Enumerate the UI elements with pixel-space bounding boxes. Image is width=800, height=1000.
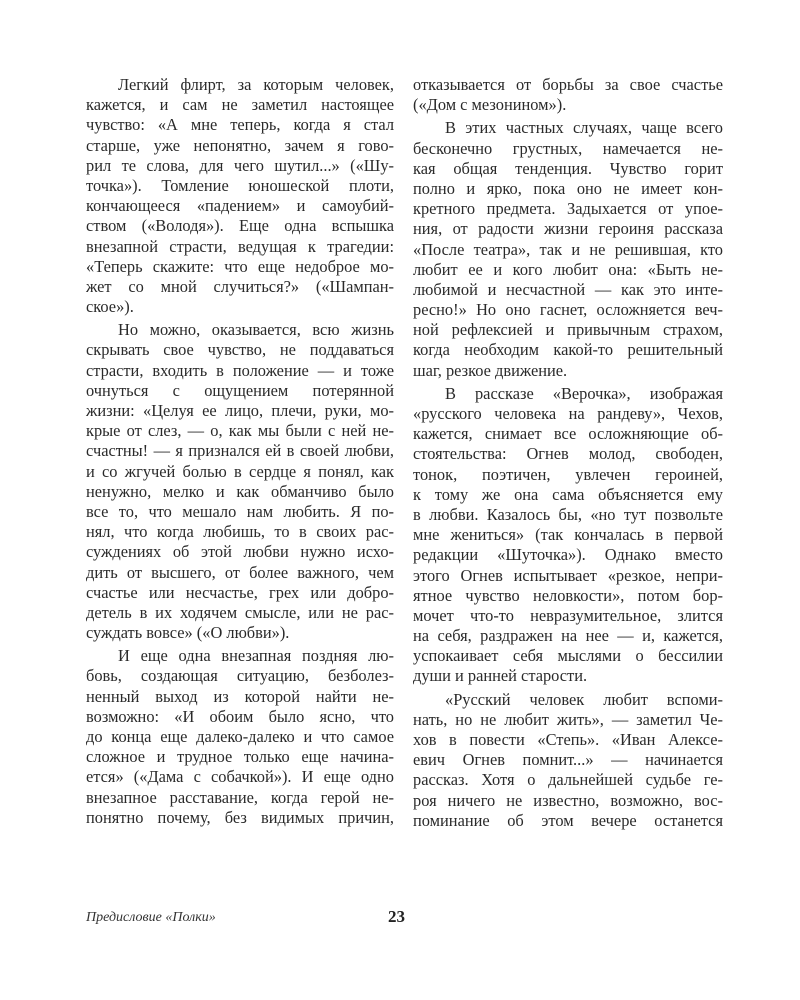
text-line: поминание об этом вечере останется [413, 810, 723, 830]
text-line: рил те слова, для чего шутил...» («Шу- [86, 155, 394, 175]
text-line: В рассказе «Верочка», изображая [445, 383, 723, 403]
text-line: все то, что мешало нам любить. Я по- [86, 501, 394, 521]
text-line: суждать вовсе» («О любви»). [86, 623, 290, 643]
text-line: нать, но не любит жить», — заметил Че- [413, 709, 723, 729]
text-line: кретного предмета. Задыхается от упое- [413, 199, 723, 219]
left-column [86, 75, 394, 831]
text-line: нял, что когда любишь, то в своих рас- [86, 522, 394, 542]
text-line: сложное и трудное только еще начина- [86, 747, 394, 767]
text-line: когда необходим какой-то решительный [413, 340, 723, 360]
text-line: редакции «Шуточка»). Однако вместо [413, 545, 723, 565]
text-line: ненный выход из которой найти не- [86, 686, 394, 706]
text-line: ством («Володя»). Еще одна вспышка [86, 216, 394, 236]
text-line: в любви. Казалось бы, «но тут позвольте [413, 504, 723, 524]
text-line: жет со мной случиться?» («Шампан- [86, 276, 394, 296]
text-line: этого Огнев испытывает «резкое, непри- [413, 565, 723, 585]
text-line: стоятельства: Огнев молод, свободен, [413, 444, 723, 464]
paragraph [413, 118, 723, 380]
text-line: успокаивает себя мыслями о бессилии [413, 646, 723, 666]
text-line: старше, уже непонятно, зачем я гово- [86, 135, 394, 155]
text-line: ское»). [86, 297, 134, 317]
text-line: бесконечно грустных, намечается не- [413, 138, 723, 158]
right-column [413, 75, 723, 834]
text-line: любимой и несчастной — как это инте- [413, 279, 723, 299]
text-line: внезапное расставание, когда герой не- [86, 787, 394, 807]
text-line: шаг, резкое движение. [413, 360, 568, 380]
text-line: скрывать свое чувство, не поддаваться [86, 340, 394, 360]
text-line: кажется, и сам не заметил настоящее [86, 95, 394, 115]
text-line: чувство: «А мне теперь, когда я стал [86, 115, 394, 135]
text-line: счастны! — я признался ей в своей любви, [86, 441, 394, 461]
text-line: жизни: «Целуя ее лицо, плечи, руки, мо- [86, 401, 394, 420]
text-line: очнуться с ощущением потерянной [86, 380, 394, 400]
text-line: мочет что-то невразумительное, злится [413, 605, 723, 625]
text-line: ненужно, мелко и как обманчиво было [86, 481, 394, 501]
text-line: на себя, раздражен на нее — и, кажется, [413, 626, 723, 646]
text-line: детель в их ходячем смысле, или не рас- [86, 602, 394, 622]
text-line: к тому же она сама объясняется ему [413, 484, 723, 504]
text-line: («Дом с мезонином»). [413, 95, 567, 115]
text-line: дить от высшего, от более важного, чем [86, 562, 394, 582]
text-line: счастье или несчастье, грех или добро- [86, 582, 394, 602]
text-line: «русского человека на рандеву», Чехов, [413, 404, 723, 423]
paragraph [413, 384, 723, 687]
text-line: «Теперь скажите: что еще недоброе мо- [86, 256, 394, 276]
text-line: бовь, создающая ситуацию, безболез- [86, 666, 394, 686]
paragraph [413, 690, 723, 831]
text-line: кая общая тенденция. Чувство горит [413, 158, 723, 178]
text-line: понятно почему, без видимых причин, [86, 807, 394, 827]
text-line: И еще одна внезапная поздняя лю- [118, 646, 394, 666]
text-line: мне жениться» (так кончалась в первой [413, 525, 723, 545]
text-line: кончающееся «падением» и самоубий- [86, 196, 394, 216]
text-line: души и ранней старости. [413, 666, 588, 686]
text-line: страсти, входить в положение — и тоже [86, 360, 394, 380]
text-line: любит ее и кого любит она: «Быть не- [413, 259, 723, 279]
text-line: точка»). Томление юношеской плоти, [86, 175, 394, 195]
text-line: хов в повести «Степь». «Иван Алексе- [413, 730, 723, 749]
text-line: В этих частных случаях, чаще всего [445, 118, 723, 138]
paragraph [86, 320, 394, 643]
text-line: возможно: «И обоим было ясно, что [86, 706, 394, 726]
text-line: крые от слез, — о, как мы были с ней не- [86, 421, 394, 441]
text-line: «После театра», так и не решившая, кто [413, 239, 723, 259]
text-line: полно и ярко, пока оно не имеет кон- [413, 178, 723, 198]
text-line: суждениях об этой любви нужно исхо- [86, 542, 394, 562]
text-line: Но можно, оказывается, всю жизнь [118, 320, 394, 340]
text-line: «Русский человек любит вспоми- [445, 689, 723, 709]
text-line: ятное чувство неловкости», потом бор- [413, 585, 723, 605]
text-line: и со жгучей болью в сердце я понял, как [86, 461, 394, 481]
text-line: до конца еще далеко-далеко и что самое [86, 727, 394, 746]
text-line: роя ничего не известно, возможно, вос- [413, 790, 723, 810]
text-line: ния, от радости жизни героиня рассказа [413, 219, 723, 239]
page-number: 23 [388, 907, 405, 926]
text-line: кажется, снимает все осложняющие об- [413, 424, 723, 444]
paragraph [413, 75, 723, 115]
text-line: отказывается от борьбы за свое счастье [413, 75, 723, 94]
text-line: ется» («Дама с собачкой»). И еще одно [86, 767, 394, 787]
paragraph [86, 646, 394, 828]
text-line: ной рефлексией и привычным страхом, [413, 320, 723, 340]
text-line: евич Огнев помнит...» — начинается [413, 750, 723, 770]
paragraph [86, 75, 394, 317]
text-line: внезапной страсти, ведущая к трагедии: [86, 236, 394, 256]
text-line: Легкий флирт, за которым человек, [118, 75, 394, 94]
running-title: Предисловие «Полки» [86, 910, 216, 925]
text-line: тонок, поэтичен, увлечен героиней, [413, 464, 723, 484]
text-line: ресно!» Но оно гаснет, осложняется веч- [413, 300, 723, 320]
text-line: рассказ. Хотя о дальнейшей судьбе ге- [413, 770, 723, 790]
